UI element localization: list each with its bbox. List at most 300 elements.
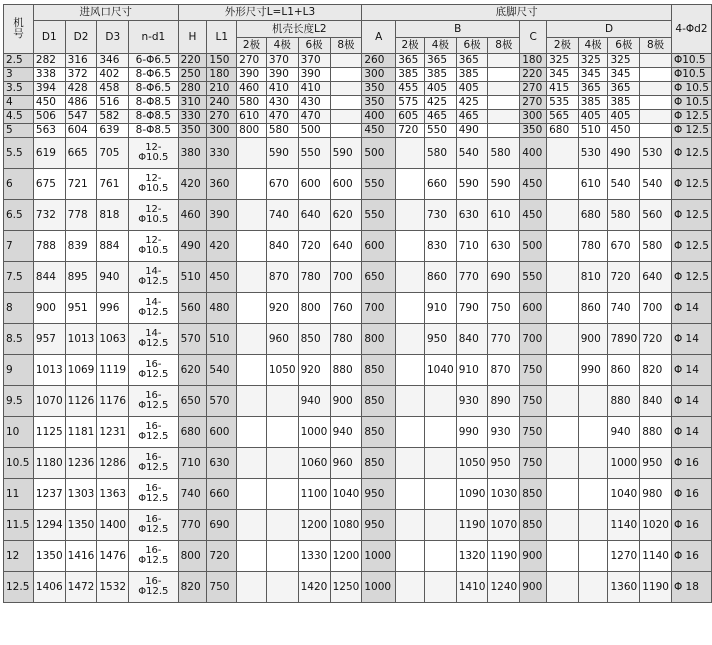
table-cell: 550 bbox=[520, 262, 547, 293]
table-cell: 330 bbox=[178, 110, 207, 124]
table-cell: 16-Φ12.5 bbox=[129, 541, 179, 572]
table-cell: 490 bbox=[178, 231, 207, 262]
table-cell: 720 bbox=[640, 324, 672, 355]
table-cell: 990 bbox=[578, 355, 608, 386]
table-cell: 500 bbox=[362, 138, 396, 169]
table-cell: 605 bbox=[396, 110, 425, 124]
table-row bbox=[4, 386, 712, 417]
table-cell: 800 bbox=[298, 293, 330, 324]
table-row bbox=[4, 293, 712, 324]
d-pole-4: 4极 bbox=[578, 38, 608, 54]
table-cell bbox=[266, 479, 298, 510]
table-cell bbox=[578, 479, 608, 510]
table-cell bbox=[396, 479, 425, 510]
table-row bbox=[4, 262, 712, 293]
l2-pole-6: 6极 bbox=[298, 38, 330, 54]
table-cell: 8-Φ8.5 bbox=[129, 110, 179, 124]
table-cell: 270 bbox=[237, 54, 267, 68]
table-cell: 365 bbox=[456, 54, 488, 68]
table-cell: 900 bbox=[520, 572, 547, 603]
table-cell: 951 bbox=[65, 293, 97, 324]
table-cell: 660 bbox=[425, 169, 457, 200]
table-cell: 720 bbox=[207, 541, 237, 572]
table-cell bbox=[396, 169, 425, 200]
table-cell: 900 bbox=[520, 541, 547, 572]
table-cell: 470 bbox=[298, 110, 330, 124]
table-cell bbox=[266, 541, 298, 572]
table-cell: 415 bbox=[547, 82, 579, 96]
table-cell: 420 bbox=[207, 231, 237, 262]
table-cell: Φ10.5 bbox=[671, 54, 711, 68]
table-cell: 11.5 bbox=[4, 510, 34, 541]
table-cell bbox=[488, 96, 520, 110]
table-cell bbox=[640, 124, 672, 138]
table-cell: 7 bbox=[4, 231, 34, 262]
l2-pole-2: 2极 bbox=[237, 38, 267, 54]
table-cell: 325 bbox=[608, 54, 640, 68]
table-cell: 640 bbox=[330, 231, 362, 262]
table-cell: 1400 bbox=[97, 510, 129, 541]
table-cell: 1000 bbox=[608, 448, 640, 479]
table-cell: Φ 16 bbox=[671, 510, 711, 541]
table-cell: 840 bbox=[456, 324, 488, 355]
table-cell: 385 bbox=[578, 96, 608, 110]
table-cell: 680 bbox=[578, 200, 608, 231]
table-cell: 300 bbox=[520, 110, 547, 124]
table-cell: Φ 16 bbox=[671, 479, 711, 510]
table-row bbox=[4, 54, 712, 68]
table-cell: 705 bbox=[97, 138, 129, 169]
table-cell: 1476 bbox=[97, 541, 129, 572]
table-cell: 16-Φ12.5 bbox=[129, 417, 179, 448]
table-cell: 486 bbox=[65, 96, 97, 110]
table-cell: Φ 10.5 bbox=[671, 96, 711, 110]
table-cell: 547 bbox=[65, 110, 97, 124]
header-row-1 bbox=[4, 5, 712, 21]
table-cell: 1180 bbox=[33, 448, 65, 479]
table-cell bbox=[237, 510, 267, 541]
table-cell: 346 bbox=[97, 54, 129, 68]
table-cell bbox=[425, 448, 457, 479]
c-header: C bbox=[520, 21, 547, 54]
table-cell: 600 bbox=[207, 417, 237, 448]
table-cell bbox=[330, 96, 362, 110]
table-cell: 1080 bbox=[330, 510, 362, 541]
table-cell: 710 bbox=[456, 231, 488, 262]
table-cell: Φ 12.5 bbox=[671, 231, 711, 262]
table-cell bbox=[547, 572, 579, 603]
table-cell: 1190 bbox=[640, 572, 672, 603]
table-cell: 3.5 bbox=[4, 82, 34, 96]
table-cell: 1030 bbox=[488, 479, 520, 510]
table-cell: 6.5 bbox=[4, 200, 34, 231]
table-cell: 1090 bbox=[456, 479, 488, 510]
table-cell: 1200 bbox=[298, 510, 330, 541]
table-cell bbox=[578, 417, 608, 448]
table-cell: 325 bbox=[547, 54, 579, 68]
table-cell: 1176 bbox=[97, 386, 129, 417]
table-cell: 350 bbox=[178, 124, 207, 138]
table-cell: 372 bbox=[65, 68, 97, 82]
table-cell: 1013 bbox=[65, 324, 97, 355]
table-cell bbox=[237, 541, 267, 572]
table-cell: 12-Φ10.5 bbox=[129, 138, 179, 169]
table-cell: 630 bbox=[488, 231, 520, 262]
table-cell: 1350 bbox=[65, 510, 97, 541]
table-cell: 580 bbox=[266, 124, 298, 138]
table-cell: 940 bbox=[97, 262, 129, 293]
table-cell bbox=[547, 386, 579, 417]
table-cell bbox=[266, 386, 298, 417]
table-cell: 365 bbox=[578, 82, 608, 96]
table-cell: 960 bbox=[266, 324, 298, 355]
table-cell: 910 bbox=[456, 355, 488, 386]
table-cell: 260 bbox=[362, 54, 396, 68]
table-cell: 180 bbox=[520, 54, 547, 68]
table-cell: 300 bbox=[207, 124, 237, 138]
table-cell: 1000 bbox=[298, 417, 330, 448]
table-cell bbox=[266, 417, 298, 448]
table-cell bbox=[396, 138, 425, 169]
table-cell: 450 bbox=[608, 124, 640, 138]
table-cell: 660 bbox=[207, 479, 237, 510]
table-cell: 540 bbox=[456, 138, 488, 169]
table-cell: 590 bbox=[456, 169, 488, 200]
a-header: A bbox=[362, 21, 396, 54]
table-cell bbox=[396, 386, 425, 417]
table-cell: 720 bbox=[298, 231, 330, 262]
table-row bbox=[4, 200, 712, 231]
table-cell: 670 bbox=[266, 169, 298, 200]
table-cell: 8 bbox=[4, 293, 34, 324]
table-cell: 16-Φ12.5 bbox=[129, 479, 179, 510]
table-cell: 510 bbox=[207, 324, 237, 355]
table-row bbox=[4, 231, 712, 262]
table-cell: 390 bbox=[298, 68, 330, 82]
table-cell bbox=[396, 293, 425, 324]
table-cell bbox=[488, 54, 520, 68]
l2-header: 机壳长度L2 bbox=[237, 21, 362, 38]
table-cell: 1013 bbox=[33, 355, 65, 386]
table-cell: 890 bbox=[488, 386, 520, 417]
table-cell: 1140 bbox=[608, 510, 640, 541]
table-cell: 840 bbox=[266, 231, 298, 262]
table-cell: 430 bbox=[266, 96, 298, 110]
table-cell: 750 bbox=[488, 293, 520, 324]
table-cell: 270 bbox=[520, 96, 547, 110]
table-cell bbox=[396, 231, 425, 262]
table-cell: 16-Φ12.5 bbox=[129, 355, 179, 386]
table-cell: 365 bbox=[396, 54, 425, 68]
table-cell bbox=[396, 510, 425, 541]
table-cell: 450 bbox=[520, 200, 547, 231]
header-row-2 bbox=[4, 21, 712, 38]
table-cell: 16-Φ12.5 bbox=[129, 448, 179, 479]
table-row bbox=[4, 68, 712, 82]
table-cell: 338 bbox=[33, 68, 65, 82]
table-cell bbox=[425, 541, 457, 572]
table-row bbox=[4, 324, 712, 355]
table-cell: 310 bbox=[178, 96, 207, 110]
table-cell: 1020 bbox=[640, 510, 672, 541]
table-row bbox=[4, 479, 712, 510]
table-cell: 850 bbox=[362, 386, 396, 417]
table-cell bbox=[237, 138, 267, 169]
table-cell: 650 bbox=[178, 386, 207, 417]
table-cell bbox=[488, 110, 520, 124]
table-cell bbox=[396, 355, 425, 386]
table-cell: 740 bbox=[178, 479, 207, 510]
b-pole-4: 4极 bbox=[425, 38, 457, 54]
table-cell: 7.5 bbox=[4, 262, 34, 293]
table-cell bbox=[237, 572, 267, 603]
table-cell: 8-Φ8.5 bbox=[129, 124, 179, 138]
table-cell bbox=[547, 510, 579, 541]
table-cell: 370 bbox=[298, 54, 330, 68]
table-cell: 1050 bbox=[266, 355, 298, 386]
table-cell: 540 bbox=[608, 169, 640, 200]
table-cell: 410 bbox=[298, 82, 330, 96]
table-cell: 920 bbox=[298, 355, 330, 386]
table-cell: 430 bbox=[298, 96, 330, 110]
table-cell: 1416 bbox=[65, 541, 97, 572]
table-cell: 940 bbox=[608, 417, 640, 448]
table-cell: 11 bbox=[4, 479, 34, 510]
table-cell bbox=[330, 110, 362, 124]
d-header: D bbox=[547, 21, 672, 38]
table-cell: 1070 bbox=[488, 510, 520, 541]
table-cell: 860 bbox=[425, 262, 457, 293]
table-cell: 950 bbox=[362, 510, 396, 541]
table-cell: 880 bbox=[608, 386, 640, 417]
table-cell: 920 bbox=[266, 293, 298, 324]
table-cell: 490 bbox=[608, 138, 640, 169]
table-cell: 844 bbox=[33, 262, 65, 293]
l2-pole-8: 8极 bbox=[330, 38, 362, 54]
table-cell: Φ 16 bbox=[671, 448, 711, 479]
table-cell: 350 bbox=[362, 96, 396, 110]
table-cell: 1190 bbox=[456, 510, 488, 541]
nd1-header: n-d1 bbox=[129, 21, 179, 54]
table-cell: 9.5 bbox=[4, 386, 34, 417]
table-cell: 500 bbox=[298, 124, 330, 138]
table-cell: Φ 14 bbox=[671, 324, 711, 355]
table-cell: 345 bbox=[547, 68, 579, 82]
table-cell: 732 bbox=[33, 200, 65, 231]
table-cell: 750 bbox=[207, 572, 237, 603]
table-cell: 8.5 bbox=[4, 324, 34, 355]
table-cell: 8-Φ8.5 bbox=[129, 96, 179, 110]
table-cell: 5 bbox=[4, 124, 34, 138]
table-cell: 720 bbox=[608, 262, 640, 293]
table-cell: 1040 bbox=[608, 479, 640, 510]
table-cell: 365 bbox=[608, 82, 640, 96]
table-cell: 1125 bbox=[33, 417, 65, 448]
table-cell: 405 bbox=[578, 110, 608, 124]
table-cell bbox=[237, 262, 267, 293]
table-cell: Φ 16 bbox=[671, 541, 711, 572]
table-cell: 460 bbox=[237, 82, 267, 96]
table-cell: 620 bbox=[178, 355, 207, 386]
machine-no-header-line2: 号 bbox=[13, 28, 24, 40]
table-cell: 950 bbox=[640, 448, 672, 479]
table-cell: 960 bbox=[330, 448, 362, 479]
table-cell bbox=[578, 572, 608, 603]
table-cell bbox=[547, 324, 579, 355]
table-cell: 402 bbox=[97, 68, 129, 82]
table-cell: 820 bbox=[640, 355, 672, 386]
table-cell: 639 bbox=[97, 124, 129, 138]
table-cell: 458 bbox=[97, 82, 129, 96]
table-cell: 250 bbox=[178, 68, 207, 82]
table-cell: 516 bbox=[97, 96, 129, 110]
table-cell: 850 bbox=[362, 355, 396, 386]
table-cell: 150 bbox=[207, 54, 237, 68]
table-cell: 1000 bbox=[362, 541, 396, 572]
table-cell: 790 bbox=[456, 293, 488, 324]
table-cell: 630 bbox=[207, 448, 237, 479]
table-cell: 330 bbox=[207, 138, 237, 169]
table-cell bbox=[237, 200, 267, 231]
table-cell: 1472 bbox=[65, 572, 97, 603]
table-cell: 12-Φ10.5 bbox=[129, 169, 179, 200]
table-cell bbox=[237, 293, 267, 324]
table-cell: 780 bbox=[330, 324, 362, 355]
table-cell: 530 bbox=[640, 138, 672, 169]
table-cell: 770 bbox=[456, 262, 488, 293]
l1-header: L1 bbox=[207, 21, 237, 54]
table-cell: 410 bbox=[266, 82, 298, 96]
table-cell: 582 bbox=[97, 110, 129, 124]
table-cell: 470 bbox=[266, 110, 298, 124]
table-cell: 365 bbox=[425, 54, 457, 68]
table-cell: 4.5 bbox=[4, 110, 34, 124]
table-cell: 880 bbox=[330, 355, 362, 386]
table-cell: 565 bbox=[547, 110, 579, 124]
table-cell: 1303 bbox=[65, 479, 97, 510]
table-cell: 850 bbox=[362, 448, 396, 479]
table-cell: 800 bbox=[178, 541, 207, 572]
table-cell: 1250 bbox=[330, 572, 362, 603]
table-cell: 580 bbox=[425, 138, 457, 169]
table-cell: 570 bbox=[207, 386, 237, 417]
table-cell: 980 bbox=[640, 479, 672, 510]
table-cell: 1069 bbox=[65, 355, 97, 386]
table-cell bbox=[237, 169, 267, 200]
table-cell: 360 bbox=[207, 169, 237, 200]
table-cell bbox=[640, 96, 672, 110]
table-cell: 600 bbox=[520, 293, 547, 324]
table-cell: Φ 14 bbox=[671, 386, 711, 417]
table-cell: 1040 bbox=[330, 479, 362, 510]
table-cell: 700 bbox=[362, 293, 396, 324]
table-cell: 390 bbox=[207, 200, 237, 231]
table-cell: 957 bbox=[33, 324, 65, 355]
table-cell bbox=[547, 293, 579, 324]
table-cell: 680 bbox=[547, 124, 579, 138]
table-cell: 282 bbox=[33, 54, 65, 68]
b-header: B bbox=[396, 21, 520, 38]
table-cell bbox=[640, 68, 672, 82]
table-cell: 750 bbox=[520, 355, 547, 386]
hole-header: 4-Φd2 bbox=[671, 5, 711, 54]
table-cell bbox=[396, 200, 425, 231]
table-cell: 1070 bbox=[33, 386, 65, 417]
table-cell: 930 bbox=[488, 417, 520, 448]
table-row bbox=[4, 355, 712, 386]
table-cell: 450 bbox=[207, 262, 237, 293]
table-cell: 880 bbox=[640, 417, 672, 448]
table-cell: 535 bbox=[547, 96, 579, 110]
table-cell: 180 bbox=[207, 68, 237, 82]
table-cell bbox=[237, 479, 267, 510]
table-cell bbox=[425, 572, 457, 603]
table-cell: Φ 18 bbox=[671, 572, 711, 603]
table-cell: 884 bbox=[97, 231, 129, 262]
table-cell: 1237 bbox=[33, 479, 65, 510]
table-cell: 750 bbox=[520, 417, 547, 448]
table-cell: 620 bbox=[330, 200, 362, 231]
table-cell: 450 bbox=[362, 124, 396, 138]
table-cell: 580 bbox=[608, 200, 640, 231]
table-cell: 730 bbox=[425, 200, 457, 231]
table-cell: 385 bbox=[456, 68, 488, 82]
table-cell bbox=[547, 200, 579, 231]
table-cell: 12-Φ10.5 bbox=[129, 200, 179, 231]
d-pole-2: 2极 bbox=[547, 38, 579, 54]
table-cell bbox=[547, 448, 579, 479]
table-cell: 700 bbox=[330, 262, 362, 293]
table-cell: Φ 14 bbox=[671, 355, 711, 386]
table-cell bbox=[396, 262, 425, 293]
table-cell: 428 bbox=[65, 82, 97, 96]
table-cell: 455 bbox=[396, 82, 425, 96]
table-cell bbox=[547, 231, 579, 262]
table-cell: 570 bbox=[178, 324, 207, 355]
table-cell: 1060 bbox=[298, 448, 330, 479]
table-cell: 560 bbox=[178, 293, 207, 324]
table-cell bbox=[237, 448, 267, 479]
table-cell: 1240 bbox=[488, 572, 520, 603]
table-cell: 8-Φ6.5 bbox=[129, 68, 179, 82]
table-cell bbox=[266, 510, 298, 541]
d3-header: D3 bbox=[97, 21, 129, 54]
table-cell: Φ 12.5 bbox=[671, 200, 711, 231]
table-cell: 530 bbox=[578, 138, 608, 169]
table-cell bbox=[396, 324, 425, 355]
table-cell: 619 bbox=[33, 138, 65, 169]
table-cell bbox=[488, 82, 520, 96]
table-cell: 750 bbox=[520, 448, 547, 479]
table-cell bbox=[396, 417, 425, 448]
table-cell: 700 bbox=[520, 324, 547, 355]
b-pole-8: 8极 bbox=[488, 38, 520, 54]
table-cell: 506 bbox=[33, 110, 65, 124]
d2-header: D2 bbox=[65, 21, 97, 54]
table-cell: 700 bbox=[640, 293, 672, 324]
table-cell bbox=[425, 386, 457, 417]
l2-pole-4: 4极 bbox=[266, 38, 298, 54]
table-cell: 1532 bbox=[97, 572, 129, 603]
table-cell: 600 bbox=[362, 231, 396, 262]
table-cell: 425 bbox=[425, 96, 457, 110]
table-cell: 580 bbox=[640, 231, 672, 262]
table-row bbox=[4, 110, 712, 124]
table-cell: 1294 bbox=[33, 510, 65, 541]
table-cell: Φ 12.5 bbox=[671, 138, 711, 169]
table-cell: 610 bbox=[578, 169, 608, 200]
table-cell: 721 bbox=[65, 169, 97, 200]
